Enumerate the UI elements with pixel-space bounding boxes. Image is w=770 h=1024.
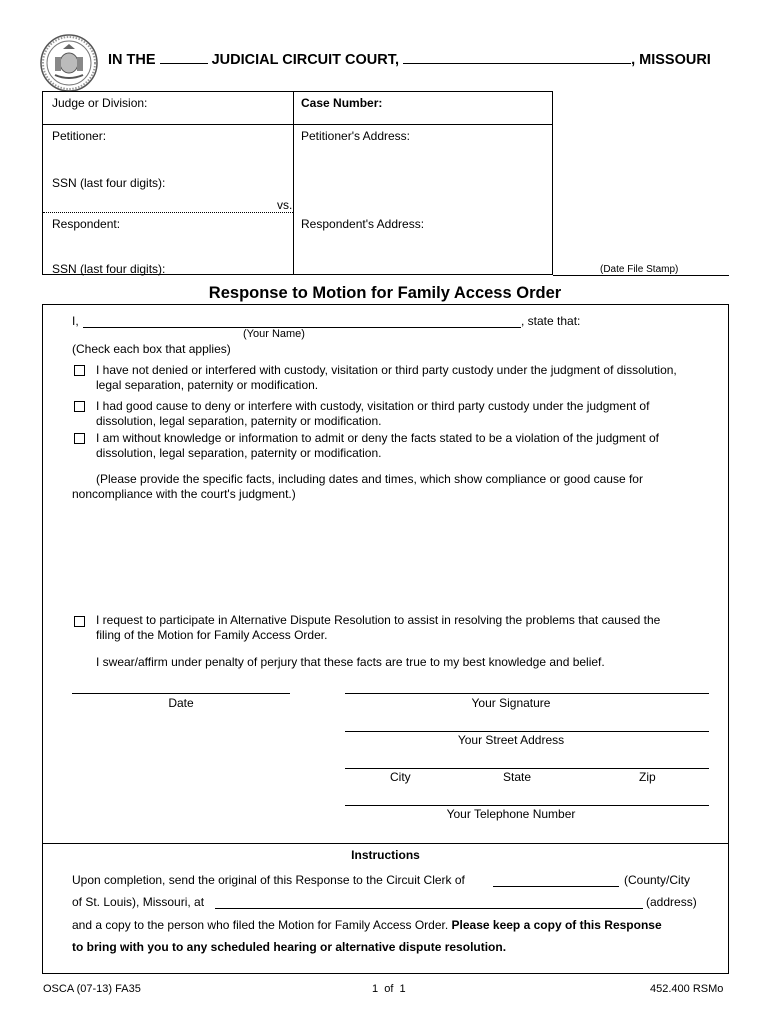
instructions-line4: to bring with you to any scheduled hearing or alternative dispute resolution. — [72, 940, 507, 954]
statute-reference: 452.400 RSMo — [650, 983, 724, 995]
form-id: OSCA (07-13) FA35 — [43, 983, 141, 995]
clerk-address-blank[interactable] — [215, 908, 643, 909]
telephone-line[interactable] — [345, 805, 709, 806]
instructions-line3a: and a copy to the person who filed the Motion for Family Access Order. — [72, 918, 449, 932]
street-address-label: Your Street Address — [457, 733, 565, 747]
date-label: Date — [168, 696, 194, 710]
respondent-address-label: Respondent's Address: — [301, 217, 425, 231]
check-instructions: (Check each box that applies) — [72, 342, 231, 356]
county-blank[interactable] — [403, 51, 631, 64]
facts-instruction-line2: noncompliance with the court's judgment.) — [72, 487, 296, 501]
facts-instruction-line1: (Please provide the specific facts, including dates and times, which show compliance or good cause for — [96, 472, 643, 486]
i-label: I, — [72, 314, 79, 328]
in-the-text: IN THE — [108, 52, 156, 68]
case-caption-box — [42, 91, 553, 275]
city-label: City — [390, 770, 411, 784]
instructions-line2a: of St. Louis), Missouri, at — [72, 895, 205, 909]
court-text: JUDICIAL CIRCUIT COURT, — [211, 52, 400, 68]
adr-request-checkbox[interactable] — [74, 616, 85, 627]
instructions-line3 — [72, 918, 662, 933]
page-number: 1 of 1 — [372, 983, 406, 995]
city-state-zip-line[interactable] — [345, 768, 709, 769]
date-file-stamp-label: (Date File Stamp) — [600, 264, 679, 275]
adr-line1: I request to participate in Alternative Dispute Resolution to assist in resolving the problems that caused the — [96, 613, 661, 627]
petitioner-label: Petitioner: — [52, 129, 107, 143]
option1-line2: legal separation, paternity or modification. — [96, 378, 319, 392]
adr-line2: filing of the Motion for Family Access Order. — [96, 628, 328, 642]
date-line[interactable] — [72, 693, 290, 694]
specific-facts-area[interactable] — [72, 509, 712, 609]
instructions-line3b: Please keep a copy of this Response — [451, 918, 662, 932]
instructions-line1b: (County/City — [624, 873, 691, 887]
state-that-text: , state that: — [521, 314, 581, 328]
instructions-line1a: Upon completion, send the original of this Response to the Circuit Clerk of — [72, 873, 465, 887]
telephone-label: Your Telephone Number — [446, 807, 576, 821]
response-form-box — [42, 304, 729, 974]
circuit-number-blank[interactable] — [160, 51, 208, 64]
form-title: Response to Motion for Family Access Order — [208, 284, 562, 302]
court-heading — [108, 51, 711, 68]
without-knowledge-checkbox[interactable] — [74, 433, 85, 444]
street-address-line[interactable] — [345, 731, 709, 732]
your-name-caption: (Your Name) — [243, 328, 305, 340]
judge-division-label: Judge or Division: — [52, 96, 148, 110]
instructions-heading: Instructions — [351, 848, 420, 862]
option3-line1: I am without knowledge or information to admit or deny the facts stated to be a violation of the judgment of — [96, 431, 659, 445]
good-cause-checkbox[interactable] — [74, 401, 85, 412]
respondent-label: Respondent: — [52, 217, 121, 231]
state-text: , MISSOURI — [631, 52, 711, 68]
state-label: State — [503, 770, 532, 784]
option2-line2: dissolution, legal separation, paternity or modification. — [96, 414, 382, 428]
case-number-label: Case Number: — [301, 96, 383, 110]
petitioner-address-label: Petitioner's Address: — [301, 129, 411, 143]
county-city-blank[interactable] — [493, 886, 619, 887]
missouri-state-seal — [39, 33, 99, 93]
your-signature-label: Your Signature — [471, 696, 551, 710]
petitioner-ssn-label: SSN (last four digits): — [52, 176, 166, 190]
no-interference-checkbox[interactable] — [74, 365, 85, 376]
perjury-statement: I swear/affirm under penalty of perjury that these facts are true to my best knowledge and belief. — [96, 655, 605, 669]
option2-line1: I had good cause to deny or interfere with custody, visitation or third party custody under the judgment of — [96, 399, 650, 413]
instructions-line2b: (address) — [646, 895, 697, 909]
option3-line2: dissolution, legal separation, paternity or modification. — [96, 446, 382, 460]
option1-line1: I have not denied or interfered with custody, visitation or third party custody under the judgment of dissolution, — [96, 363, 677, 377]
vs-text: vs. — [277, 198, 293, 212]
signature-line[interactable] — [345, 693, 709, 694]
respondent-ssn-label: SSN (last four digits): — [52, 262, 166, 276]
zip-label: Zip — [639, 770, 656, 784]
